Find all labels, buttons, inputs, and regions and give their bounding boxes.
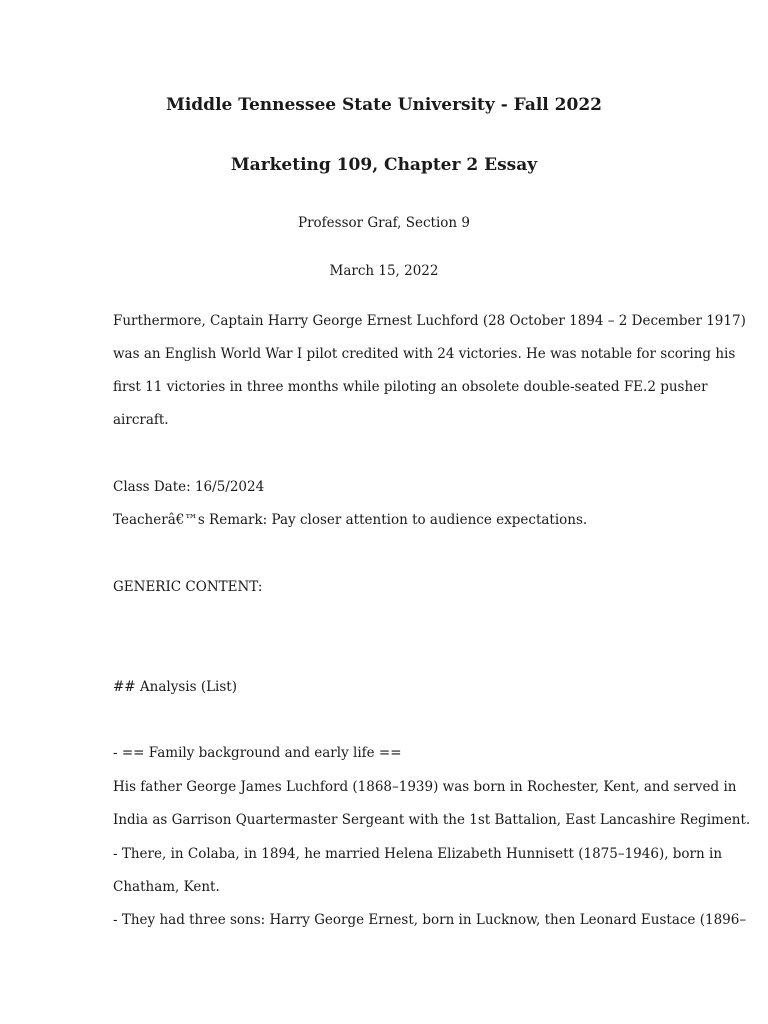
teacher-remark: Teacherâ€™s Remark: Pay closer attention to audience expectations. [113, 512, 588, 528]
intro-line: was an English World War I pilot credited with 24 victories. He was notable for scoring his [113, 346, 736, 362]
course-title: Marketing 109, Chapter 2 Essay [230, 155, 538, 175]
family-heading: - == Family background and early life == [113, 745, 402, 761]
class-date: Class Date: 16/5/2024 [113, 479, 265, 495]
family-line: India as Garrison Quartermaster Sergeant with the 1st Battalion, East Lancashire Regiment. [113, 812, 751, 828]
professor-line: Professor Graf, Section 9 [297, 215, 470, 231]
sons-line: - They had three sons: Harry George Ernest, born in Lucknow, then Leonard Eustace (1896– [113, 912, 747, 928]
intro-line: first 11 victories in three months while piloting an obsolete double-seated FE.2 pusher [113, 379, 708, 395]
university-title: Middle Tennessee State University - Fall 2022 [166, 95, 602, 115]
analysis-heading: ## Analysis (List) [113, 679, 237, 695]
date-line: March 15, 2022 [329, 263, 439, 279]
family-line: His father George James Luchford (1868–1939) was born in Rochester, Kent, and served in [113, 779, 737, 795]
generic-content-label: GENERIC CONTENT: [113, 579, 263, 595]
intro-line: Furthermore, Captain Harry George Ernest Luchford (28 October 1894 – 2 December 1917) [113, 313, 746, 329]
marriage-line: Chatham, Kent. [113, 879, 220, 895]
intro-line: aircraft. [113, 412, 169, 428]
marriage-line: - There, in Colaba, in 1894, he married Helena Elizabeth Hunnisett (1875–1946), born in [113, 846, 723, 862]
